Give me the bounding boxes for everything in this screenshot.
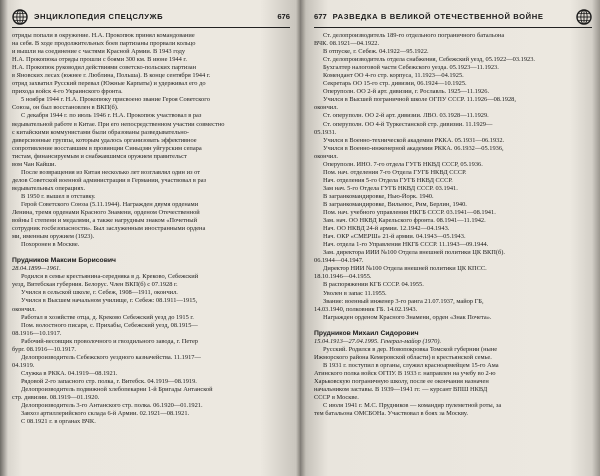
right-page-number: 677 xyxy=(314,12,327,21)
text-line: тем батальона ОМСБОНа. Участвовал в боях за Москву. xyxy=(314,410,468,418)
text-line: Звание: военный инженер 3-го ранга 21.07.1937, майор ГБ, xyxy=(323,297,484,305)
text-line: Зам нач. 5-го Отдела ГУГБ НКВД СССР. 03.1941. xyxy=(323,184,458,192)
text-line: Пом. нач. учебного управления НКГБ СССР. 03.1941—08.1941. xyxy=(323,209,496,217)
text-line: С декабря 1944 г. по июль 1946 г. Н.А. Прокопюк участвовал в раз xyxy=(21,112,202,120)
text-line: окончил. xyxy=(12,305,37,313)
text-line: Харьковскую пограничную школу, после ее окончания назначен xyxy=(314,377,489,385)
paragraph-gap xyxy=(314,322,592,327)
globe-emblem-icon xyxy=(576,9,592,25)
text-line: уезд, Витебская губерния. Белорус. Член ВКП(б) с 07.1928 г. xyxy=(12,281,178,289)
text-line: Завхоз артиллерийского склада 6-й Армии. 02.1921—08.1921. xyxy=(21,410,190,418)
text-line: Ст. делопроизводитель 189-го отдельного пограничного батальона xyxy=(323,32,505,39)
text-line: Пом. нач. отделения 7-го Отдела ГУГБ НКВД СССР. xyxy=(323,168,467,176)
right-entry-body xyxy=(314,346,592,418)
text-line: Ленина, тремя орденами Красного Знамени, орденом Отечественной xyxy=(12,209,200,217)
text-line: тистам, финансируемым и снабжавшимся оружием правительст xyxy=(12,152,187,160)
left-body xyxy=(12,32,290,254)
entry-dates: 28.04.1899—1961. xyxy=(12,265,61,273)
text-line: Награжден орденом Красного Знамени, орден «Знак Почета». xyxy=(323,313,492,321)
text-line: Комендант ОО 4-го стр. корпуса, 11.1923—04.1925. xyxy=(323,72,464,80)
text-line: В загранкомандировке, Вильнюс, Рим, Берлин, 1940. xyxy=(323,200,467,208)
text-line: Ст. оперуполн. ОО 4-й Туркестанской стр. дивизии. 11.1929— xyxy=(323,120,493,128)
text-line: Похоронен в Москве. xyxy=(21,241,80,249)
text-line: Уволен в запас 11.1955. xyxy=(323,289,387,297)
text-line: 05.1931. xyxy=(314,128,337,136)
text-line: 06.1944—04.1947. xyxy=(314,257,364,265)
text-line: Делопроизводитель Себежского уездного казначейства. 11.1917— xyxy=(21,353,201,361)
text-line: Н.А. Прокопюк руководил действиями советско-польских партизан xyxy=(12,64,197,72)
text-line: начальником заставы. В 1939—1941 гг. — курсант ВПШ НКВД xyxy=(314,385,488,393)
text-line: 5 ноября 1944 г. Н.А. Прокопюку присвоено звание Героя Советского xyxy=(21,96,210,104)
text-line: делов Советской военной администрации в Германии, участвовал в раз xyxy=(12,176,207,184)
text-line: стр. дивизии. 08.1919—01.1920. xyxy=(12,394,100,402)
text-line: Нач. ОО НКВД 24-й армии. 12.1942—04.1943. xyxy=(323,225,450,233)
globe-emblem-icon xyxy=(12,9,28,25)
text-line: Нач. отдела 1-го Управления НКГБ СССР. 11.1943—09.1944. xyxy=(323,241,489,249)
text-line: В 1931 г. поступил в органы, служил красноармейцем 15-го Ама xyxy=(323,361,499,369)
text-line: Директор НИИ №100 Отдела внешней политики ЦК КПСС. xyxy=(323,265,487,273)
text-line: В распоряжении КГБ СССР. 04.1955. xyxy=(323,281,424,289)
text-line: прихода войск 4-го Украинского фронта. xyxy=(12,88,123,96)
right-page xyxy=(300,0,600,476)
text-line: сотрудник госбезопасности». Был заслуженным иностранными ордена xyxy=(12,225,206,233)
text-line: Бухгалтер налоговой части Себежского уезда. 05.1923—11.1923. xyxy=(323,64,499,72)
text-line: Ст. оперуполн. ОО 2-й арт. дивизии. ЛВО. 03.1928—11.1929. xyxy=(323,112,489,120)
text-line: Оперуполн. ИНО. 7-го отдела ГУГБ НКВД СССР, 05.1936. xyxy=(323,160,483,168)
text-line: Родился в семье крестьянина-середняка в д. Креково, Себежский xyxy=(21,273,199,281)
text-line: Ст. делопроизводитель отдела снабжения, Себежский уезд, 05.1922—03.1923. xyxy=(323,56,536,64)
entry-dates: 15.04.1913—27.04.1995. Генерал-майор (1970). xyxy=(314,337,442,345)
text-line: Зам. нач. ОО НКВД Карельского фронта. 08.1941—11.1942. xyxy=(323,217,486,225)
right-body xyxy=(314,32,592,327)
text-line: С 08.1921 г. в органах ВЧК. xyxy=(21,418,96,426)
text-line: 14.03.1940, полковник ГБ. 14.02.1943. xyxy=(314,305,418,313)
text-line: на себя. В ходе продолжительных боев партизаны прорвали кольцо xyxy=(12,40,196,48)
text-line: Русский. Родился в дер. Новопокровка Томской губернии (ныне xyxy=(323,345,498,353)
text-line: В загранкомандировке, Нью-Йорк. 1940. xyxy=(323,192,434,200)
text-line: Герой Советского Союза (5.11.1944). Награжден двумя орденами xyxy=(21,200,199,208)
text-line: Союза, он был восстановлен в ВКП(б). xyxy=(12,104,119,112)
text-line: и вышли на соединение с частями Красной Армии. В 1943 году xyxy=(12,48,186,56)
text-line: СССР в Москве. xyxy=(314,394,359,402)
text-line: С июля 1941 г. М.С. Прудников — командир пулеметной роты, за xyxy=(323,402,502,410)
text-line: окончил. xyxy=(314,152,339,160)
entry-name: Прудников Максим Борисович xyxy=(12,257,117,265)
text-line: ми, именным оружием (1923). xyxy=(12,233,95,241)
text-line: После возвращения из Китая несколько лет возглавлял один из от xyxy=(21,168,201,176)
text-line: Пом. волостного писаря, с. Прихабы, Себежский уезд, 08.1915— xyxy=(21,321,198,329)
text-line: в Яновских лесах (южнее г. Люблина, Польша). В конце сентября 1944 г. xyxy=(12,72,211,80)
text-line: Делопроизводитель 3-го Антанского стр. полка. 06.1920—01.1921. xyxy=(21,402,203,410)
text-line: Секретарь ОО 15-го стр. дивизии, 06.1924—10.1925. xyxy=(323,80,467,88)
text-line: Нач. отделения 5-го Отдела ГУГБ НКВД СССР. xyxy=(323,176,453,184)
text-line: 18.10.1946—04.1955. xyxy=(314,273,372,281)
text-line: с китайскими коммунистами были образованы разведывательно- xyxy=(12,128,189,136)
text-line: Атинского полка войск ОГПУ. В 1933 г. направлен на учебу во 2-ю xyxy=(314,369,496,377)
text-line: Рабочий-весовщик проволочного и гвоздильного завода, г. Петер xyxy=(21,337,198,345)
text-line: ведывательных операциях. xyxy=(12,184,86,192)
text-line: Н.А. Прокопюка отряды прошли с боями 300 км. В июне 1944 г. xyxy=(12,56,187,64)
text-line: В отпуске, г. Себеж. 04.1922—95.1922. xyxy=(323,48,429,56)
text-line: диверсионные группы, которым удалось организовать эффективное xyxy=(12,136,197,144)
text-line: 08.1916—10.1917. xyxy=(12,329,62,337)
text-line: Учился в Высшей пограничной школе ОГПУ СССР. 11.1926—08.1928, xyxy=(323,96,516,104)
text-line: Учился в Высшем начальном училище, г. Себеж: 08.1911—1915, xyxy=(21,297,198,305)
text-line: Оперуполн. ОО 2-й арт. дивизии, г. Рославль. 1925—11.1926. xyxy=(323,88,490,96)
text-line: В 1950 г. вышел в отставку. xyxy=(21,192,96,200)
text-line: 04.1919. xyxy=(12,361,35,369)
text-line: Учился в Военно-технической академии РККА. 05.1931—06.1932. xyxy=(323,136,505,144)
left-entry-body xyxy=(12,273,290,426)
text-line: Работал в хозяйстве отца, д. Креково Себежский уезд до 1915 г. xyxy=(21,313,194,321)
text-line: Нач. ОКР «СМЕРШ» 21-й армии. 04.1943—05.1943. xyxy=(323,233,466,241)
text-line: Учился в сельской школе, г. Себеж, 1908—1911, окончил. xyxy=(21,289,178,297)
text-line: Учился в Военно-инженерной академии РККА. 06.1932—05.1936, xyxy=(323,144,504,152)
right-header-title: РАЗВЕДКА В ВЕЛИКОЙ ОТЕЧЕСТВЕННОЙ ВОЙНЕ xyxy=(332,12,544,21)
text-line: сопротивление восставшим в провинции Синьцзян уйгурским сепара xyxy=(12,144,202,152)
text-line: Зам. директора ИИИ №100 Отдела внешней политики ЦК ВКП(б). xyxy=(323,249,505,257)
text-line: Служка в РККА. 04.1919—08.1921. xyxy=(21,369,118,377)
text-line: ВЧК. 08.1921—04.1922. xyxy=(314,40,380,48)
text-line: ведывательной работе в Китае. При его непосредственном участии совместно xyxy=(12,120,225,128)
left-page-header xyxy=(12,8,290,28)
text-line: Рядовой 2-го запасного стр. полка, г. Витебск. 04.1919—08.1919. xyxy=(21,377,197,385)
text-line: бург. 08.1916—10.1917. xyxy=(12,345,77,353)
left-page-number: 676 xyxy=(277,12,290,21)
text-line: Делопроизводитель подвижной хлебопекарни 1-й Бригады Антанской xyxy=(21,385,213,393)
text-line: отряды попали в окружение. Н.А. Прокопюк принял командование xyxy=(12,32,195,39)
right-page-header xyxy=(314,8,592,28)
text-line: войны I степени и медалями, а также нагрудным знаком «Почетный xyxy=(12,217,198,225)
left-header-title: ЭНЦИКЛОПЕДИЯ СПЕЦСЛУЖБ xyxy=(34,12,164,21)
entry-name: Прудников Михаил Сидорович xyxy=(314,329,419,337)
text-line: отряд захватил Русский перевал (Южные Карпаты) и удерживал его до xyxy=(12,80,206,88)
text-line: вом Чан Кайши. xyxy=(12,160,57,168)
paragraph-gap xyxy=(12,249,290,254)
text-line: Ижморского района Кемеровской области) в крестьянской семье. xyxy=(314,353,492,361)
text-line: окончил. xyxy=(314,104,339,112)
